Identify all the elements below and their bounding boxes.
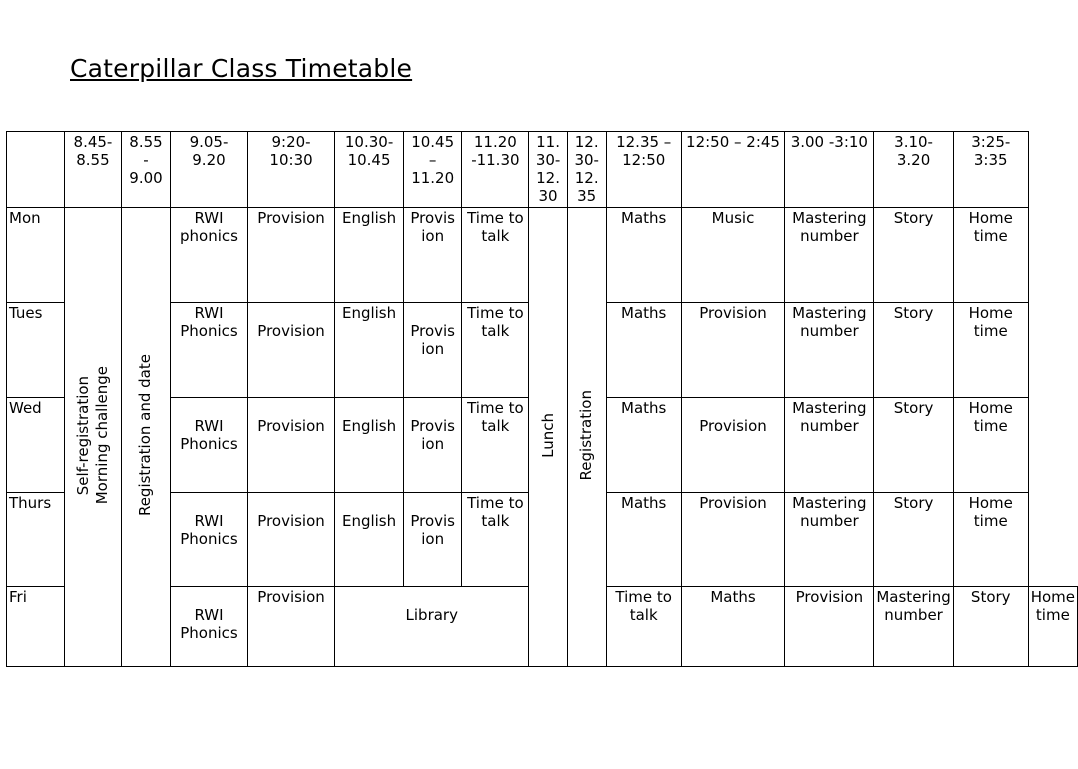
home-time-cell: Home time [953, 303, 1028, 398]
afternoon-cell: Provision [785, 587, 874, 667]
mastering-number-cell: Mastering number [874, 587, 953, 667]
header-cell: 12:50 – 2:45 [681, 132, 785, 208]
header-cell: 11. 30- 12. 30 [529, 132, 567, 208]
header-cell: 3:25- 3:35 [953, 132, 1028, 208]
phonics-cell: RWI Phonics [170, 398, 247, 493]
phonics-cell: RWI phonics [170, 208, 247, 303]
provision-cell: Provision [248, 493, 335, 587]
home-time-cell: Home time [953, 208, 1028, 303]
header-cell: 12.35 – 12:50 [606, 132, 681, 208]
afternoon-cell: Provision [681, 398, 785, 493]
header-cell [7, 132, 65, 208]
english-cell: English [335, 208, 404, 303]
provision-cell: Provis ion [404, 493, 462, 587]
header-cell: 10.30- 10.45 [335, 132, 404, 208]
time-to-talk-cell: Time to talk [462, 208, 529, 303]
day-cell: Mon [7, 208, 65, 303]
header-cell: 8.55 - 9.00 [122, 132, 171, 208]
mastering-number-cell: Mastering number [785, 208, 874, 303]
header-cell: 12. 30- 12. 35 [567, 132, 606, 208]
afternoon-cell: Provision [681, 303, 785, 398]
mastering-number-cell: Mastering number [785, 493, 874, 587]
story-cell: Story [874, 303, 953, 398]
lunch-cell: Lunch [529, 208, 567, 667]
mastering-number-cell: Mastering number [785, 303, 874, 398]
page-title: Caterpillar Class Timetable [70, 54, 413, 83]
registration-and-date-cell: Registration and date [122, 208, 171, 667]
time-to-talk-cell: Time to talk [462, 303, 529, 398]
header-cell: 10.45 – 11.20 [404, 132, 462, 208]
provision-cell: Provis ion [404, 398, 462, 493]
afternoon-cell: Music [681, 208, 785, 303]
registration-cell: Registration [567, 208, 606, 667]
phonics-cell: RWI Phonics [170, 493, 247, 587]
header-cell: 11.20 -11.30 [462, 132, 529, 208]
afternoon-cell: Provision [681, 493, 785, 587]
english-cell: English [335, 398, 404, 493]
provision-cell: Provision [248, 398, 335, 493]
phonics-cell: RWI Phonics [170, 587, 247, 667]
provision-cell: Provis ion [404, 303, 462, 398]
header-cell: 8.45- 8.55 [64, 132, 121, 208]
maths-cell: Maths [606, 398, 681, 493]
english-cell: English [335, 303, 404, 398]
provision-cell: Provision [248, 587, 335, 667]
home-time-cell: Home time [953, 398, 1028, 493]
self-registration-cell: Self-registration Morning challenge [64, 208, 121, 667]
time-to-talk-cell: Time to talk [462, 398, 529, 493]
maths-cell: Maths [681, 587, 785, 667]
home-time-cell: Home time [1028, 587, 1077, 667]
maths-cell: Maths [606, 493, 681, 587]
day-cell: Tues [7, 303, 65, 398]
story-cell: Story [874, 208, 953, 303]
header-cell: 3.10- 3.20 [874, 132, 953, 208]
day-cell: Thurs [7, 493, 65, 587]
home-time-cell: Home time [953, 493, 1028, 587]
time-to-talk-cell: Time to talk [606, 587, 681, 667]
story-cell: Story [874, 493, 953, 587]
provision-cell: Provision [248, 303, 335, 398]
provision-cell: Provis ion [404, 208, 462, 303]
maths-cell: Maths [606, 208, 681, 303]
time-to-talk-cell: Time to talk [462, 493, 529, 587]
story-cell: Story [874, 398, 953, 493]
library-cell: Library [335, 587, 529, 667]
day-cell: Fri [7, 587, 65, 667]
story-cell: Story [953, 587, 1028, 667]
maths-cell: Maths [606, 303, 681, 398]
phonics-cell: RWI Phonics [170, 303, 247, 398]
day-cell: Wed [7, 398, 65, 493]
header-cell: 9:20- 10:30 [248, 132, 335, 208]
english-cell: English [335, 493, 404, 587]
mastering-number-cell: Mastering number [785, 398, 874, 493]
header-row [7, 132, 1078, 208]
table-row [7, 208, 1078, 303]
header-cell: 3.00 -3:10 [785, 132, 874, 208]
header-cell: 9.05- 9.20 [170, 132, 247, 208]
timetable [6, 131, 1078, 667]
provision-cell: Provision [248, 208, 335, 303]
